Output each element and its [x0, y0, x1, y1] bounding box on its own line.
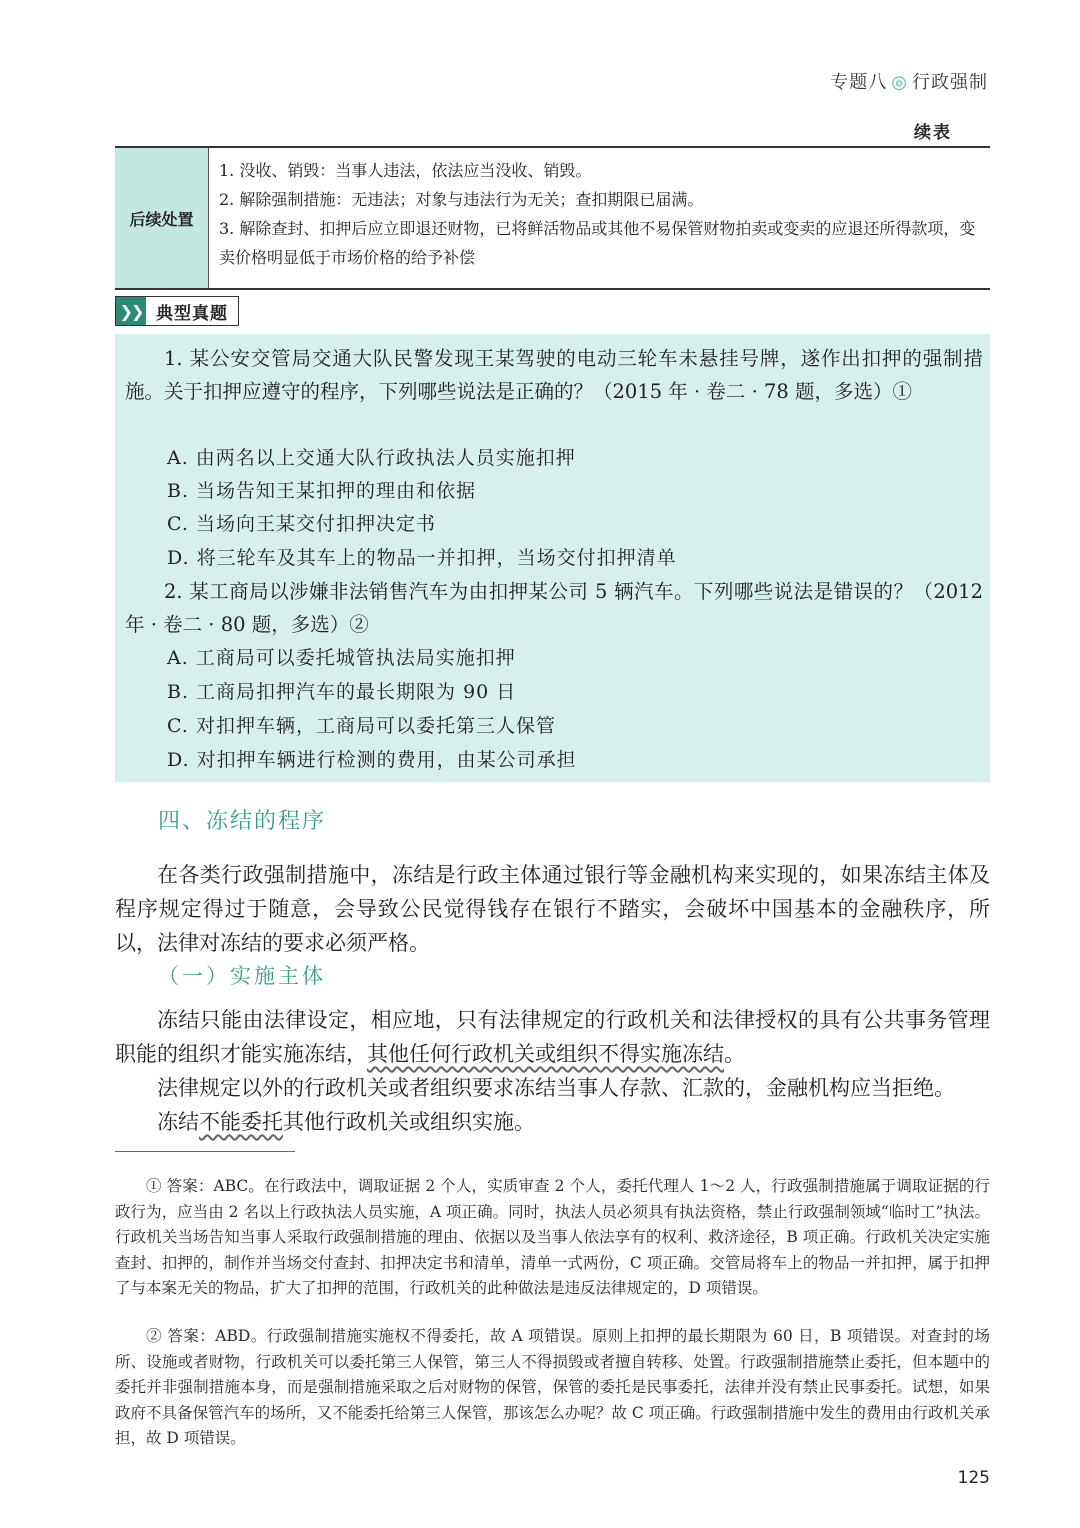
- question-2-option-c: C. 对扣押车辆，工商局可以委托第三人保管: [167, 715, 556, 737]
- table-content-cell: [209, 148, 990, 288]
- question-1-option-a: A. 由两名以上交通大队行政执法人员实施扣押: [167, 447, 576, 469]
- table-row: 3. 解除查封、扣押后应立即退还财物，已将鲜活物品或其他不易保管财物拍卖或变卖的应退还所得款项，变卖价格明显低于市场价格的给予补偿: [219, 219, 976, 267]
- question-1-option-b: B. 当场告知王某扣押的理由和依据: [167, 480, 477, 502]
- body-paragraph-3: 冻结不能委托其他行政机关或组织实施。: [157, 1110, 535, 1134]
- topic-label: 行政强制: [912, 72, 988, 93]
- badge-label: 典型真题: [156, 303, 228, 324]
- question-2-stem: 2. 某工商局以涉嫌非法销售汽车为由扣押某公司 5 辆汽车。下列哪些说法是错误的？（2012 年 · 卷二 · 80 题，多选）②: [125, 580, 983, 636]
- chapter-label: 专题八: [830, 72, 888, 93]
- question-box: [115, 334, 990, 782]
- body-paragraph-1: 冻结只能由法律设定，相应地，只有法律规定的行政机关和法律授权的具有公共事务管理职能的组织才能实施冻结，其他任何行政机关或组织不得实施冻结。: [115, 1008, 990, 1066]
- circle-bullet-icon: ◎: [891, 72, 908, 93]
- question-2-option-b: B. 工商局扣押汽车的最长期限为 90 日: [167, 681, 517, 703]
- emphasis-text: 不能委托: [199, 1110, 283, 1134]
- footnote-1: ① 答案：ABC。在行政法中，调取证据 2 个人，实质审查 2 个人，委托代理人 1～2 人，行政强制措施属于调取证据的行政行为，应当由 2 名以上行政执法人员实施，A 项正确。同时，执法人员必须具有执法资格，禁止行政强制领域“临时工”执法。行政机关当场告知当事人采取行政强制措施的理由、依据以及当事人依法享有的权利、救济途径，B 项正确。行政机关决定实施查封、扣押的，制作并当场交付查封、扣押决定书和清单，清单一式两份，C 项正确。交管局将车上的物品一并扣押，属于扣押了与本案无关的物品，扩大了扣押的范围，行政机关的此种做法是违反法律规定的，D 项错误。: [115, 1177, 990, 1297]
- question-1-option-c: C. 当场向王某交付扣押决定书: [167, 513, 436, 535]
- page-number: 125: [957, 1468, 990, 1488]
- question-2-option-d: D. 对扣押车辆进行检测的费用，由某公司承担: [167, 749, 577, 771]
- running-header: [830, 68, 988, 94]
- section-title: 四、冻结的程序: [158, 809, 327, 834]
- subsection-title: （一）实施主体: [158, 964, 326, 988]
- section-intro: 在各类行政强制措施中，冻结是行政主体通过银行等金融机构来实现的，如果冻结主体及程序规定得过于随意，会导致公民觉得钱存在银行不踏实，会破坏中国基本的金融秩序，所以，法律对冻结的要求必须严格。: [115, 863, 990, 955]
- question-1-stem: 1. 某公安交管局交通大队民警发现王某驾驶的电动三轮车未悬挂号牌，遂作出扣押的强制措施。关于扣押应遵守的程序，下列哪些说法是正确的？（2015 年 · 卷二 · 78 题，多选）①: [125, 347, 983, 403]
- body-paragraph-2: 法律规定以外的行政机关或者组织要求冻结当事人存款、汇款的，金融机构应当拒绝。: [157, 1076, 955, 1100]
- footnote-2: ② 答案：ABD。行政强制措施实施权不得委托，故 A 项错误。原则上扣押的最长期限为 60 日，B 项错误。对查封的场所、设施或者财物，行政机关可以委托第三人保管，第三人不得损毁或者擅自转移、处置。行政强制措施禁止委托，但本题中的委托并非强制措施本身，而是强制措施采取之后对财物的保管，保管的委托是民事委托，法律并没有禁止民事委托。试想，如果政府不具备保管汽车的场所，又不能委托给第三人保管，那该怎么办呢？故 C 项正确。行政强制措施中发生的费用由行政机关承担，故 D 项错误。: [115, 1327, 990, 1447]
- double-chevron-icon: ❯❯: [116, 297, 146, 325]
- question-1-option-d: D. 将三轮车及其车上的物品一并扣押，当场交付扣押清单: [167, 547, 677, 569]
- footnote-divider: [115, 1151, 295, 1152]
- table-header-cell: 后续处置: [115, 148, 209, 288]
- emphasis-text: 其他任何行政机关或组织不得实施冻结: [367, 1042, 724, 1066]
- typical-questions-badge: [115, 296, 239, 326]
- continued-label: 续表: [914, 123, 952, 143]
- continued-table: [115, 146, 990, 290]
- table-row: 2. 解除强制措施：无违法；对象与违法行为无关；查扣期限已届满。: [219, 190, 704, 209]
- table-row: 1. 没收、销毁：当事人违法，依法应当没收、销毁。: [219, 161, 592, 180]
- question-2-option-a: A. 工商局可以委托城管执法局实施扣押: [167, 647, 516, 669]
